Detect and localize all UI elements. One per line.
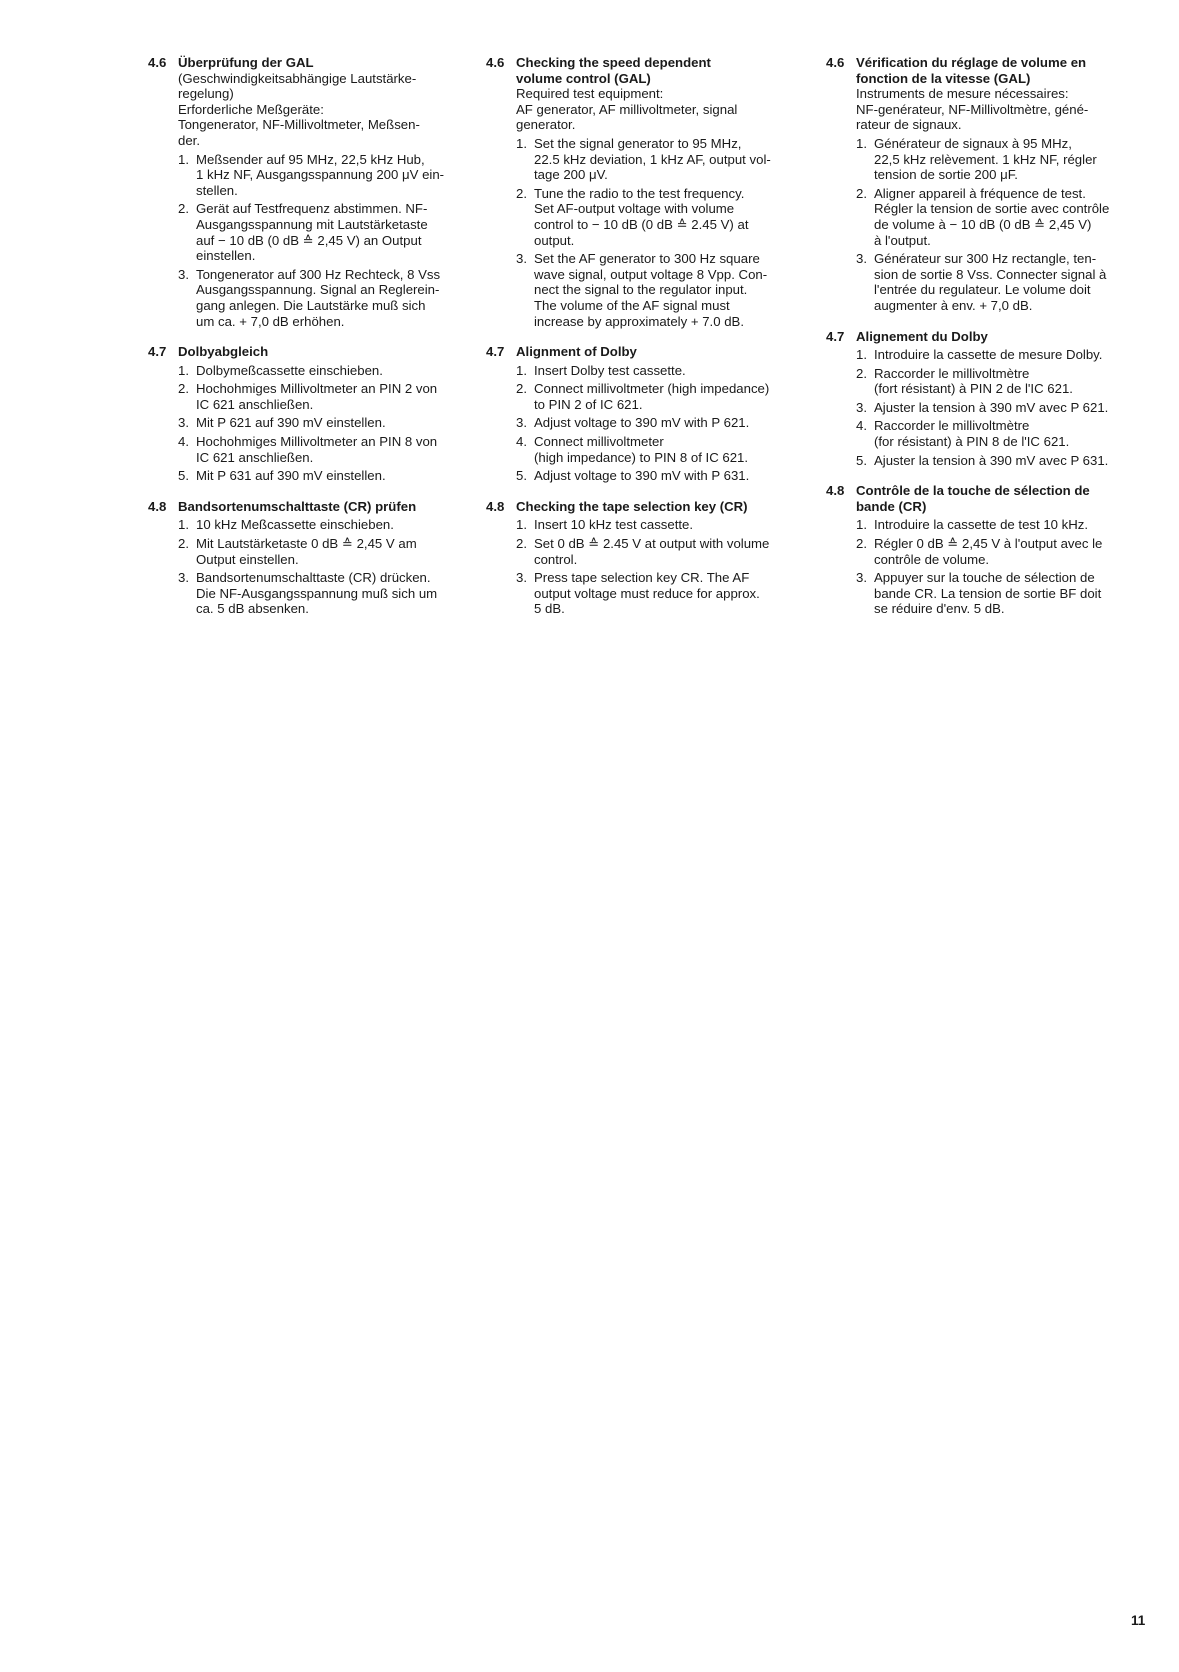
list-item	[516, 251, 811, 329]
section-4-6	[486, 55, 811, 329]
step-list	[178, 517, 468, 617]
section-intro: Erforderliche Meßgeräte: Tongenerator, NF-Millivoltmeter, Meßsen- der.	[178, 101, 420, 148]
section-intro: Instruments de mesure nécessaires: NF-genérateur, NF-Millivoltmètre, géné- rateur de signaux.	[856, 86, 1089, 133]
step-number: 3.	[856, 399, 867, 415]
step-number: 5.	[178, 468, 189, 484]
step-list	[178, 363, 468, 484]
step-number: 4.	[516, 434, 527, 450]
column-english	[486, 55, 811, 632]
step-number: 2.	[178, 381, 189, 397]
list-item	[178, 267, 468, 329]
step-text: Ajuster la tension à 390 mV avec P 621.	[874, 399, 1109, 415]
list-item	[178, 201, 468, 263]
step-list	[178, 152, 468, 330]
list-item	[856, 570, 1156, 617]
list-item	[516, 186, 811, 248]
step-number: 3.	[516, 251, 527, 267]
step-number: 2.	[516, 536, 527, 552]
section-4-7	[486, 344, 811, 484]
section-4-7	[148, 344, 468, 484]
step-text: Raccorder le millivoltmètre (for résistant) à PIN 8 de l'IC 621.	[874, 418, 1070, 450]
step-text: Tune the radio to the test frequency. Set AF-output voltage with volume control to − 10 dB (0 dB ≙ 2.45 V) at output.	[534, 185, 749, 248]
step-number: 3.	[178, 415, 189, 431]
step-number: 2.	[516, 381, 527, 397]
section-title: Vérification du réglage de volume en fonction de la vitesse (GAL)	[856, 55, 1087, 86]
section-number: 4.8	[148, 498, 167, 514]
step-text: Adjust voltage to 390 mV with P 631.	[534, 468, 750, 484]
step-list	[516, 517, 811, 617]
step-text: Dolbymeßcassette einschieben.	[196, 362, 383, 378]
list-item	[856, 366, 1156, 397]
step-number: 1.	[516, 135, 527, 151]
step-text: Introduire la cassette de mesure Dolby.	[874, 347, 1103, 363]
section-number: 4.6	[826, 55, 845, 70]
list-item	[178, 468, 468, 484]
step-number: 5.	[856, 452, 867, 468]
section-title: Dolbyabgleich	[178, 344, 269, 360]
step-text: 10 kHz Meßcassette einschieben.	[196, 517, 394, 533]
list-item	[178, 570, 468, 617]
step-number: 5.	[516, 468, 527, 484]
list-item	[516, 363, 811, 379]
section-number: 4.6	[148, 55, 167, 70]
list-item	[516, 570, 811, 617]
list-item	[856, 136, 1156, 183]
step-text: Hochohmiges Millivoltmeter an PIN 2 von IC 621 anschließen.	[196, 381, 438, 412]
column-german	[148, 55, 468, 632]
step-number: 1.	[856, 347, 867, 363]
list-item	[516, 381, 811, 412]
step-number: 4.	[856, 418, 867, 434]
step-text: Générateur de signaux à 95 MHz, 22,5 kHz relèvement. 1 kHz NF, régler tension de sortie 200 μF.	[874, 135, 1097, 183]
section-4-8	[486, 499, 811, 617]
step-text: Set 0 dB ≙ 2.45 V at output with volume control.	[534, 536, 770, 567]
list-item	[178, 381, 468, 412]
section-title: Überprüfung der GAL	[178, 55, 314, 70]
step-list	[856, 347, 1156, 468]
list-item	[516, 517, 811, 533]
section-title: Alignment of Dolby	[516, 344, 637, 360]
section-title: Checking the tape selection key (CR)	[516, 498, 748, 514]
list-item	[516, 415, 811, 431]
step-number: 2.	[178, 536, 189, 552]
step-number: 3.	[178, 266, 189, 282]
list-item	[178, 152, 468, 199]
step-text: Appuyer sur la touche de sélection de bande CR. La tension de sortie BF doit se réduire d'env. 5 dB.	[874, 570, 1102, 617]
section-number: 4.7	[148, 344, 167, 360]
step-number: 2.	[178, 201, 189, 217]
list-item	[856, 418, 1156, 449]
step-text: Connect millivoltmeter (high impedance) to PIN 8 of IC 621.	[534, 434, 749, 465]
section-title: Checking the speed dependent volume control (GAL)	[516, 55, 711, 86]
step-number: 2.	[516, 185, 527, 201]
step-number: 1.	[516, 362, 527, 378]
section-intro: Required test equipment: AF generator, AF millivoltmeter, signal generator.	[516, 86, 738, 133]
step-number: 3.	[516, 415, 527, 431]
step-number: 1.	[178, 362, 189, 378]
list-item	[178, 536, 468, 567]
list-item	[516, 434, 811, 465]
step-number: 3.	[856, 251, 867, 267]
step-text: Tongenerator auf 300 Hz Rechteck, 8 Vss Ausgangsspannung. Signal an Reglerein- gang anlegen. Die Lautstärke muß sich um ca. + 7,0 dB erhöhen.	[196, 266, 441, 329]
section-number: 4.7	[826, 328, 845, 344]
step-number: 1.	[178, 517, 189, 533]
section-number: 4.8	[826, 483, 845, 499]
step-number: 4.	[178, 434, 189, 450]
step-number: 1.	[856, 517, 867, 533]
step-text: Bandsortenumschalttaste (CR) drücken. Die NF-Ausgangsspannung muß sich um ca. 5 dB absenken.	[196, 570, 438, 617]
section-4-8	[826, 483, 1156, 617]
list-item	[856, 536, 1156, 567]
step-text: Générateur sur 300 Hz rectangle, ten- sion de sortie 8 Vss. Connecter signal à l'entrée du regulateur. Le volume doit augmenter à env. + 7,0 dB.	[874, 251, 1107, 313]
step-list	[856, 136, 1156, 314]
step-text: Insert Dolby test cassette.	[534, 362, 686, 378]
list-item	[856, 517, 1156, 533]
step-text: Adjust voltage to 390 mV with P 621.	[534, 415, 750, 431]
section-title: Alignement du Dolby	[856, 328, 988, 344]
step-text: Aligner appareil à fréquence de test. Régler la tension de sortie avec contrôle de volume à − 10 dB (0 dB ≙ 2,45 V) à l'output.	[874, 185, 1110, 248]
list-item	[856, 347, 1156, 363]
section-4-6	[826, 55, 1156, 314]
section-4-6	[148, 55, 468, 329]
list-item	[516, 468, 811, 484]
section-title: Contrôle de la touche de sélection de bande (CR)	[856, 483, 1090, 514]
section-4-7	[826, 329, 1156, 469]
step-text: Set the AF generator to 300 Hz square wave signal, output voltage 8 Vpp. Con- nect the signal to the regulator input. The volume of the AF signal must increase by approximately + 7.0 dB.	[534, 251, 768, 329]
step-number: 2.	[856, 365, 867, 381]
step-text: Régler 0 dB ≙ 2,45 V à l'output avec le contrôle de volume.	[874, 536, 1103, 567]
list-item	[856, 251, 1156, 313]
step-text: Ajuster la tension à 390 mV avec P 631.	[874, 452, 1109, 468]
step-text: Mit P 621 auf 390 mV einstellen.	[196, 415, 386, 431]
step-list	[856, 517, 1156, 617]
step-number: 1.	[516, 517, 527, 533]
section-number: 4.8	[486, 498, 505, 514]
section-number: 4.6	[486, 55, 505, 70]
step-number: 3.	[516, 570, 527, 586]
step-number: 3.	[178, 570, 189, 586]
step-list	[516, 363, 811, 484]
list-item	[178, 415, 468, 431]
step-number: 1.	[178, 151, 189, 167]
list-item	[516, 136, 811, 183]
step-text: Set the signal generator to 95 MHz, 22.5 kHz deviation, 1 kHz AF, output vol- tage 200 μV.	[534, 135, 771, 183]
section-intro: (Geschwindigkeitsabhängige Lautstärke- regelung)	[178, 70, 417, 102]
section-4-8	[148, 499, 468, 617]
list-item	[516, 536, 811, 567]
list-item	[178, 363, 468, 379]
step-text: Hochohmiges Millivoltmeter an PIN 8 von IC 621 anschließen.	[196, 434, 438, 465]
column-french	[826, 55, 1156, 632]
step-number: 1.	[856, 135, 867, 151]
list-item	[856, 453, 1156, 469]
step-text: Insert 10 kHz test cassette.	[534, 517, 694, 533]
step-text: Raccorder le millivoltmètre (fort résistant) à PIN 2 de l'IC 621.	[874, 365, 1073, 397]
step-text: Mit P 631 auf 390 mV einstellen.	[196, 468, 386, 484]
step-text: Connect millivoltmeter (high impedance) to PIN 2 of IC 621.	[534, 381, 770, 412]
step-list	[516, 136, 811, 329]
list-item	[178, 434, 468, 465]
section-title: Bandsortenumschalttaste (CR) prüfen	[178, 498, 417, 514]
step-text: Gerät auf Testfrequenz abstimmen. NF- Ausgangsspannung mit Lautstärketaste auf − 10 dB (0 dB ≙ 2,45 V) an Output einstellen.	[196, 201, 428, 264]
page-number: 11	[1131, 1613, 1146, 1628]
step-text: Introduire la cassette de test 10 kHz.	[874, 517, 1089, 533]
step-number: 2.	[856, 185, 867, 201]
step-text: Mit Lautstärketaste 0 dB ≙ 2,45 V am Output einstellen.	[196, 536, 417, 567]
step-number: 2.	[856, 536, 867, 552]
list-item	[178, 517, 468, 533]
step-text: Meßsender auf 95 MHz, 22,5 kHz Hub, 1 kHz NF, Ausgangsspannung 200 μV ein- stellen.	[196, 151, 445, 198]
step-text: Press tape selection key CR. The AF output voltage must reduce for approx. 5 dB.	[534, 570, 760, 617]
step-number: 3.	[856, 570, 867, 586]
list-item	[856, 400, 1156, 416]
section-number: 4.7	[486, 344, 505, 360]
list-item	[856, 186, 1156, 248]
